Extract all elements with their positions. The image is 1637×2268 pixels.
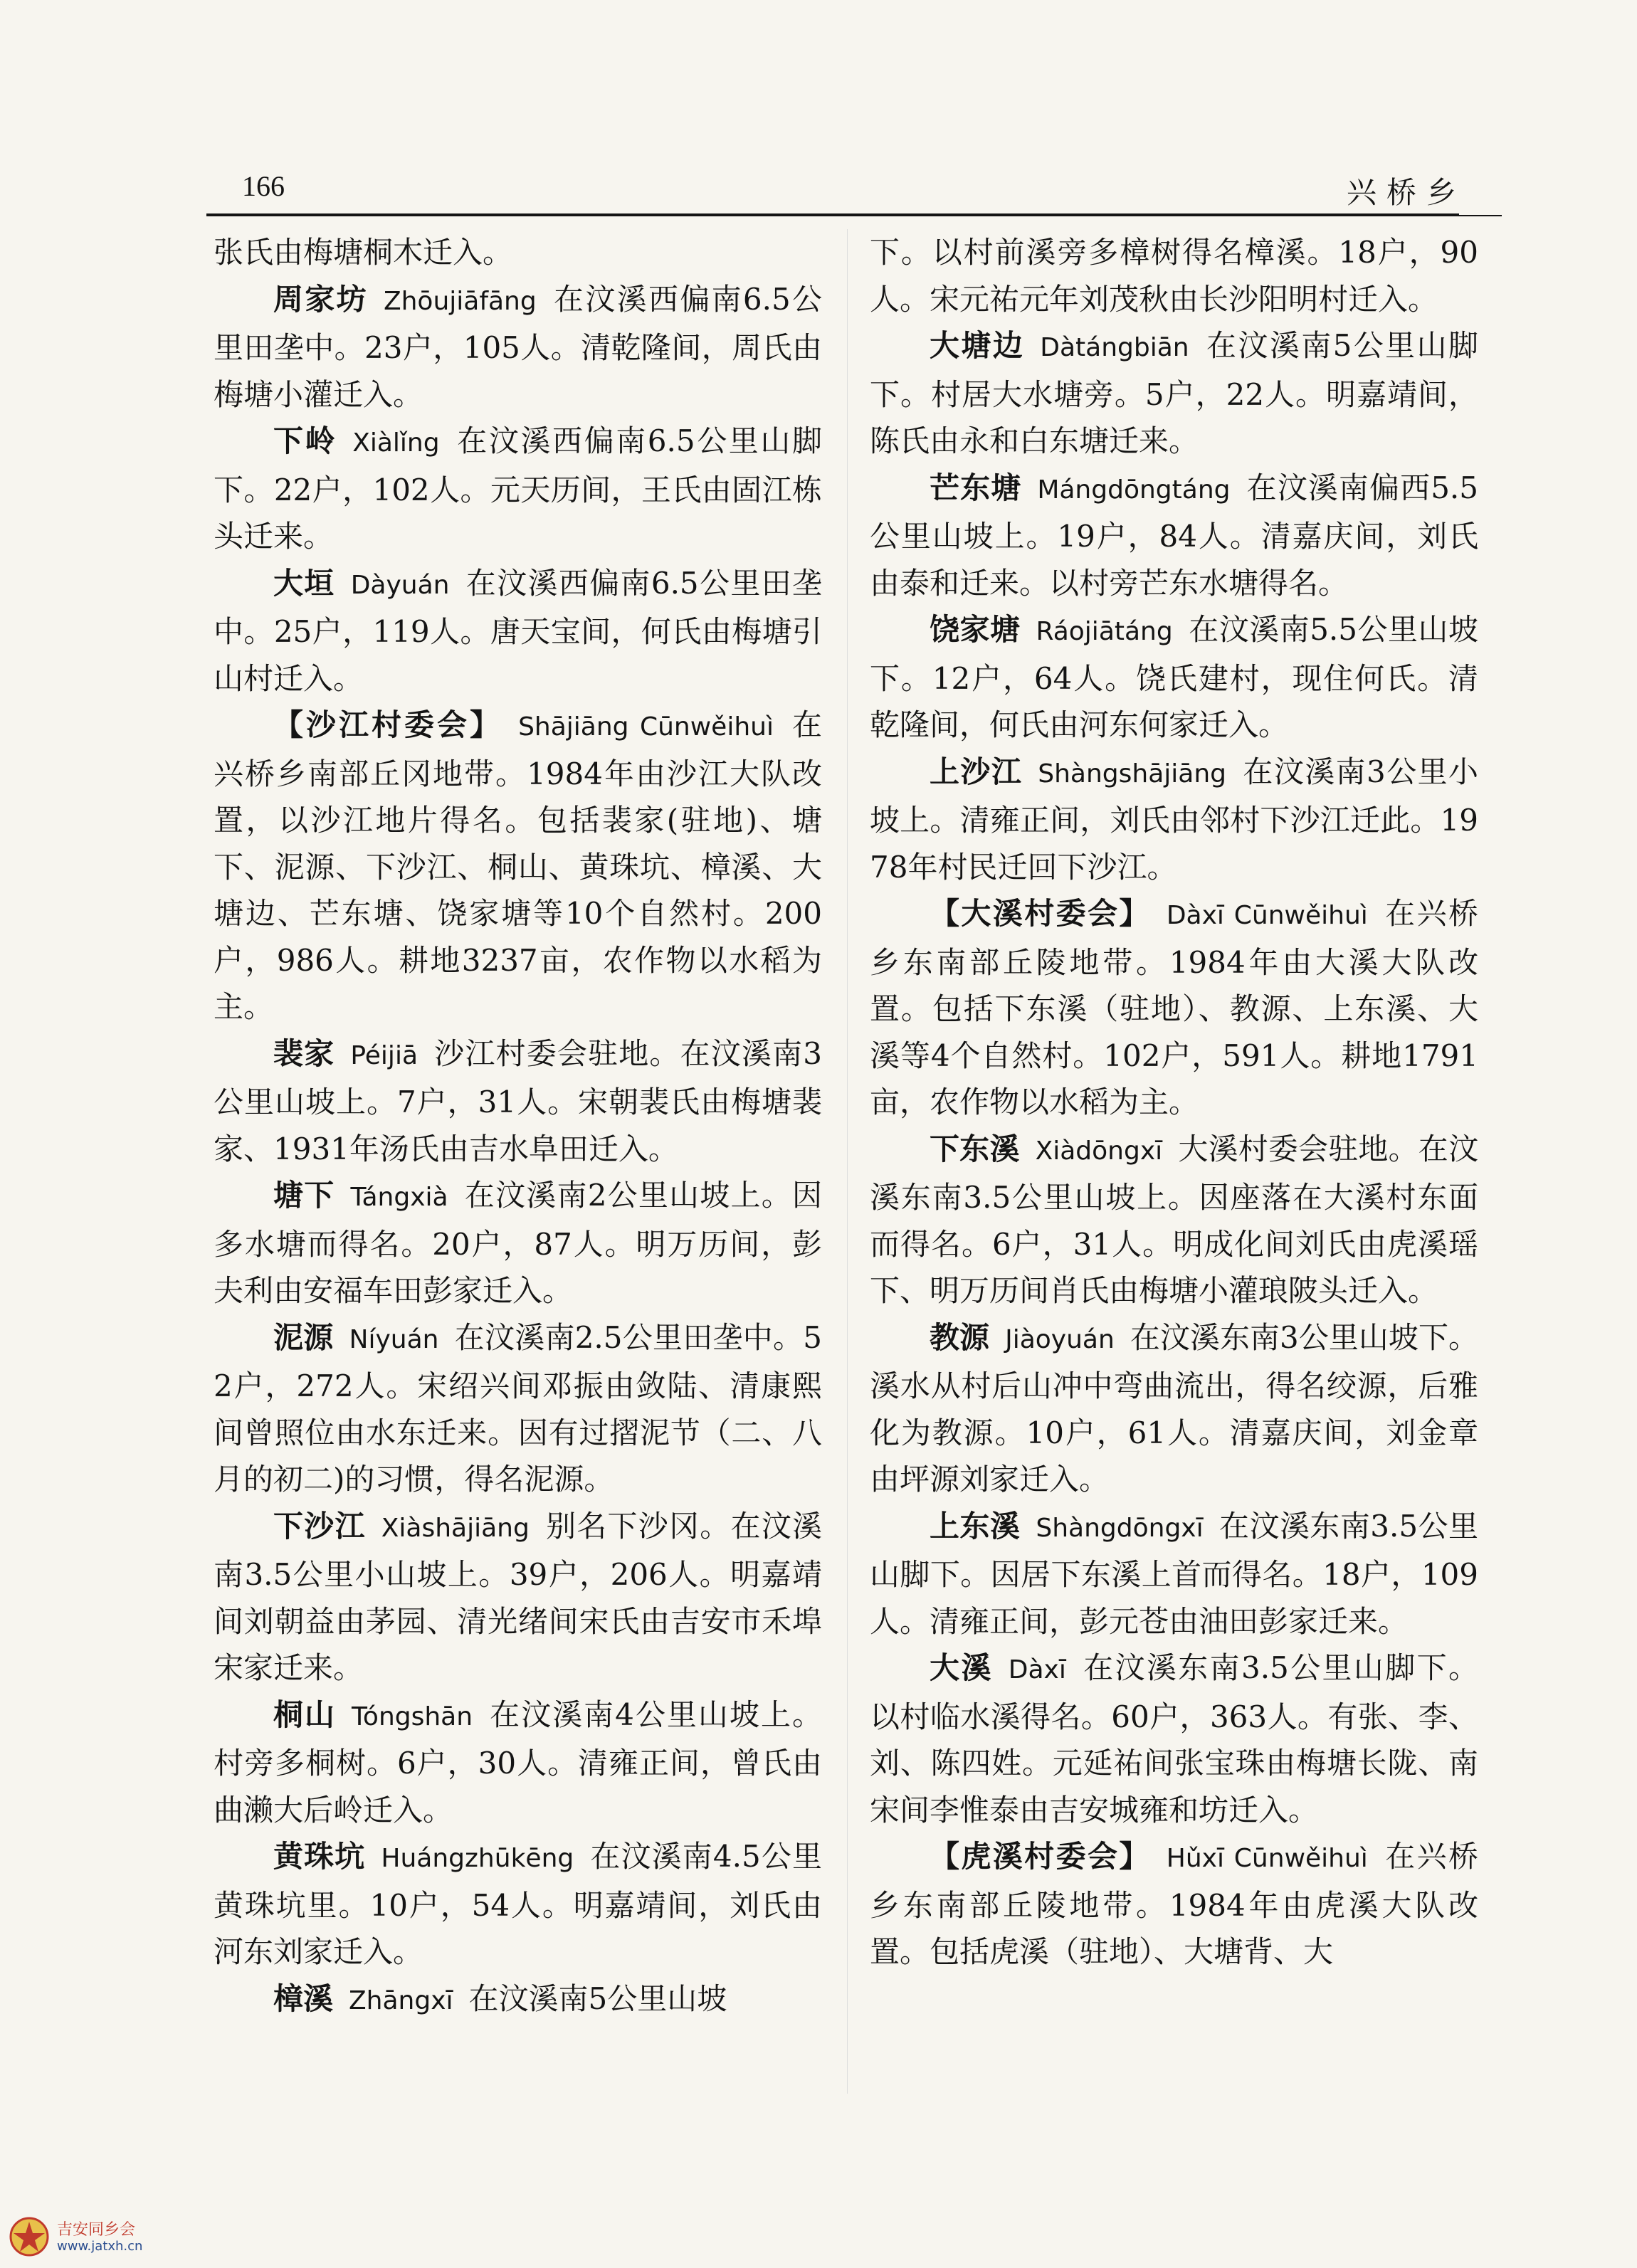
pinyin-romanization: Níyuán: [349, 1324, 439, 1354]
entry-paragraph: [214, 229, 822, 276]
entry-paragraph: [214, 1172, 822, 1314]
entry-text: 在汶溪西偏南6.5公里山脚下。22户，102人。元天历间，王氏由固江栋头迁来。: [214, 423, 822, 554]
place-name: 下东溪: [930, 1131, 1020, 1166]
committee-heading: 【沙江村委会】: [273, 707, 503, 742]
place-name: 黄珠坑: [273, 1839, 366, 1874]
place-name: 下沙江: [273, 1508, 366, 1544]
entry-text: 在汶溪南3公里小坡上。清雍正间，刘氏由邻村下沙江迁此。1978年村民迁回下沙江。: [870, 754, 1478, 885]
entry-paragraph: [214, 1692, 822, 1834]
entry-text: 在兴桥乡东南部丘陵地带。1984年由虎溪大队改置。包括虎溪（驻地）、大塘背、大: [870, 1839, 1478, 1969]
place-name: 芒东塘: [930, 470, 1022, 505]
header-rule: [206, 213, 1459, 216]
pinyin-romanization: Mángdōngtáng: [1037, 475, 1231, 505]
entry-paragraph: [870, 1126, 1478, 1314]
entry-text: 大溪村委会驻地。在汶溪东南3.5公里山坡上。因座落在大溪村东面而得名。6户，31人。明成化间刘氏由虎溪瑶下、明万历间肖氏由梅塘小灌琅陂头迁入。: [870, 1131, 1478, 1308]
entry-paragraph: [214, 1976, 822, 2025]
pinyin-romanization: Xiàlǐng: [352, 428, 440, 458]
place-name: 桐山: [273, 1697, 337, 1732]
pinyin-romanization: Jiàoyuán: [1005, 1324, 1115, 1354]
pinyin-romanization: Shājiāng Cūnwěihuì: [518, 712, 774, 742]
pinyin-romanization: Xiàdōngxī: [1035, 1136, 1163, 1166]
entry-text: 别名下沙冈。在汶溪南3.5公里小山坡上。39户，206人。明嘉靖间刘朝益由茅园、清光绪间宋氏由吉安市禾埠宋家迁来。: [214, 1508, 822, 1685]
site-watermark: [0, 2213, 185, 2263]
pinyin-romanization: Dàyuán: [350, 570, 450, 600]
column-divider: [847, 229, 848, 2094]
pinyin-romanization: Dàxī: [1008, 1655, 1066, 1684]
entry-text: 在汶溪东南3.5公里山脚下。以村临水溪得名。60户，363人。有张、李、刘、陈四姓。元延祐间张宝珠由梅塘长陇、南宋间李惟泰由吉安城雍和坊迁入。: [870, 1650, 1478, 1827]
right-column: [870, 229, 1478, 1976]
pinyin-romanization: Tóngshān: [352, 1702, 473, 1731]
entry-paragraph: [214, 702, 822, 1030]
entry-paragraph: [214, 1833, 822, 1976]
entry-text: 在汶溪南偏西5.5公里山坡上。19户，84人。清嘉庆间，刘氏由泰和迁来。以村旁芒东水塘得名。: [870, 470, 1478, 601]
committee-heading: 【大溪村委会】: [930, 896, 1151, 931]
place-name: 大塘边: [930, 328, 1025, 363]
entry-text: 下。以村前溪旁多樟树得名樟溪。18户，90人。宋元祐元年刘茂秋由长沙阳明村迁入。: [870, 235, 1478, 317]
committee-heading: 【虎溪村委会】: [930, 1839, 1151, 1874]
entry-text: 在汶溪东南3.5公里山脚下。因居下东溪上首而得名。18户，109人。清雍正间，彭元苍由油田彭家迁来。: [870, 1508, 1478, 1639]
entry-paragraph: [870, 229, 1478, 322]
pinyin-romanization: Shàngdōngxī: [1036, 1513, 1204, 1543]
place-name: 大垣: [273, 565, 335, 601]
entry-text: 在汶溪南4.5公里黄珠坑里。10户，54人。明嘉靖间，刘氏由河东刘家迁入。: [214, 1839, 822, 1969]
entry-text: 在汶溪南2公里山坡上。因多水塘而得名。20户，87人。明万历间，彭夫利由安福车田彭家迁入。: [214, 1178, 822, 1308]
entry-paragraph: [214, 1503, 822, 1692]
place-name: 上沙江: [930, 754, 1023, 789]
entry-text: 在汶溪南5.5公里山坡下。12户，64人。饶氏建村，现住何氏。清乾隆间，何氏由河东何家迁入。: [870, 612, 1478, 742]
pinyin-romanization: Xiàshājiāng: [381, 1513, 530, 1543]
entry-paragraph: [870, 749, 1478, 891]
place-name: 下岭: [273, 423, 337, 458]
entry-text: 在汶溪南5公里山脚下。村居大水塘旁。5户，22人。明嘉靖间，陈氏由永和白东塘迁来。: [870, 328, 1478, 458]
pinyin-romanization: Hǔxī Cūnwěihuì: [1166, 1844, 1368, 1873]
place-name: 塘下: [273, 1178, 335, 1213]
entry-text: 在汶溪西偏南6.5公里田垄中。25户，119人。唐天宝间，何氏由梅塘引山村迁入。: [214, 565, 822, 696]
entry-text: 沙江村委会驻地。在汶溪南3公里山坡上。7户，31人。宋朝裴氏由梅塘裴家、1931年汤氏由吉水阜田迁入。: [214, 1035, 822, 1166]
entry-paragraph: [870, 1314, 1478, 1503]
entry-paragraph: [870, 1833, 1478, 1976]
entry-text: 张氏由梅塘桐木迁入。: [214, 235, 513, 270]
place-name: 大溪: [930, 1650, 993, 1685]
entry-paragraph: [214, 418, 822, 560]
entry-paragraph: [214, 276, 822, 418]
pinyin-romanization: Huángzhūkēng: [381, 1844, 574, 1873]
entry-paragraph: [870, 1503, 1478, 1645]
pinyin-romanization: Zhōujiāfāng: [383, 286, 537, 316]
entry-text: 在汶溪东南3公里山坡下。溪水从村后山冲中弯曲流出，得名绞源，后雅化为教源。10户，61人。清嘉庆间，刘金章由坪源刘家迁入。: [870, 1319, 1478, 1497]
entry-text: 在汶溪西偏南6.5公里田垄中。23户，105人。清乾隆间，周氏由梅塘小灌迁入。: [214, 281, 822, 412]
place-name: 裴家: [273, 1035, 335, 1071]
left-column: [214, 229, 822, 2024]
entry-text: 在汶溪南2.5公里田垄中。52户，272人。宋绍兴间邓振由敛陆、清康熙间曾照位由水东迁来。因有过摺泥节（二、八月的初二)的习惯，得名泥源。: [214, 1319, 822, 1497]
place-name: 上东溪: [930, 1508, 1021, 1544]
place-name: 樟溪: [273, 1980, 334, 2016]
header-rule-tail: [1459, 215, 1502, 216]
pinyin-romanization: Shàngshājiāng: [1038, 759, 1226, 788]
entry-paragraph: [214, 560, 822, 702]
watermark-url: www.jatxh.cn: [57, 2239, 143, 2254]
pinyin-romanization: Ráojiātáng: [1036, 617, 1173, 646]
entry-paragraph: [214, 1314, 822, 1503]
watermark-logo-icon: [9, 2216, 50, 2257]
entry-paragraph: [870, 606, 1478, 749]
place-name: 周家坊: [273, 281, 368, 317]
place-name: 教源: [930, 1319, 990, 1355]
page-header: [214, 169, 1495, 212]
pinyin-romanization: Tángxià: [350, 1183, 448, 1212]
pinyin-romanization: Dàtángbiān: [1040, 333, 1189, 362]
pinyin-romanization: Zhāngxī: [349, 1985, 453, 2015]
watermark-text: 吉安同乡会: [57, 2221, 136, 2239]
entry-paragraph: [870, 1645, 1478, 1833]
place-name: 泥源: [273, 1319, 334, 1355]
entry-text: 在兴桥乡南部丘冈地带。1984年由沙江大队改置，以沙江地片得名。包括裴家(驻地)、塘下、泥源、下沙江、桐山、黄珠坑、樟溪、大塘边、芒东塘、饶家塘等10个自然村。200户，986人。耕地3237亩，农作物以水稻为主。: [214, 707, 822, 1024]
pinyin-romanization: Péijiā: [350, 1040, 418, 1070]
entry-text: 在汶溪南4公里山坡上。村旁多桐树。6户，30人。清雍正间，曾氏由曲濑大后岭迁入。: [214, 1697, 822, 1827]
entry-paragraph: [870, 465, 1478, 607]
page-number: 166: [242, 170, 285, 202]
entry-text: 在兴桥乡东南部丘陵地带。1984年由大溪大队改置。包括下东溪（驻地）、教源、上东溪、大溪等4个自然村。102户，591人。耕地1791亩，农作物以水稻为主。: [870, 896, 1478, 1119]
entry-paragraph: [870, 890, 1478, 1126]
pinyin-romanization: Dàxī Cūnwěihuì: [1166, 901, 1368, 930]
entry-paragraph: [870, 322, 1478, 465]
place-name: 饶家塘: [930, 612, 1021, 647]
section-title: 兴桥乡: [1346, 175, 1466, 210]
entry-text: 在汶溪南5公里山坡: [468, 1980, 727, 2016]
entry-paragraph: [214, 1030, 822, 1173]
